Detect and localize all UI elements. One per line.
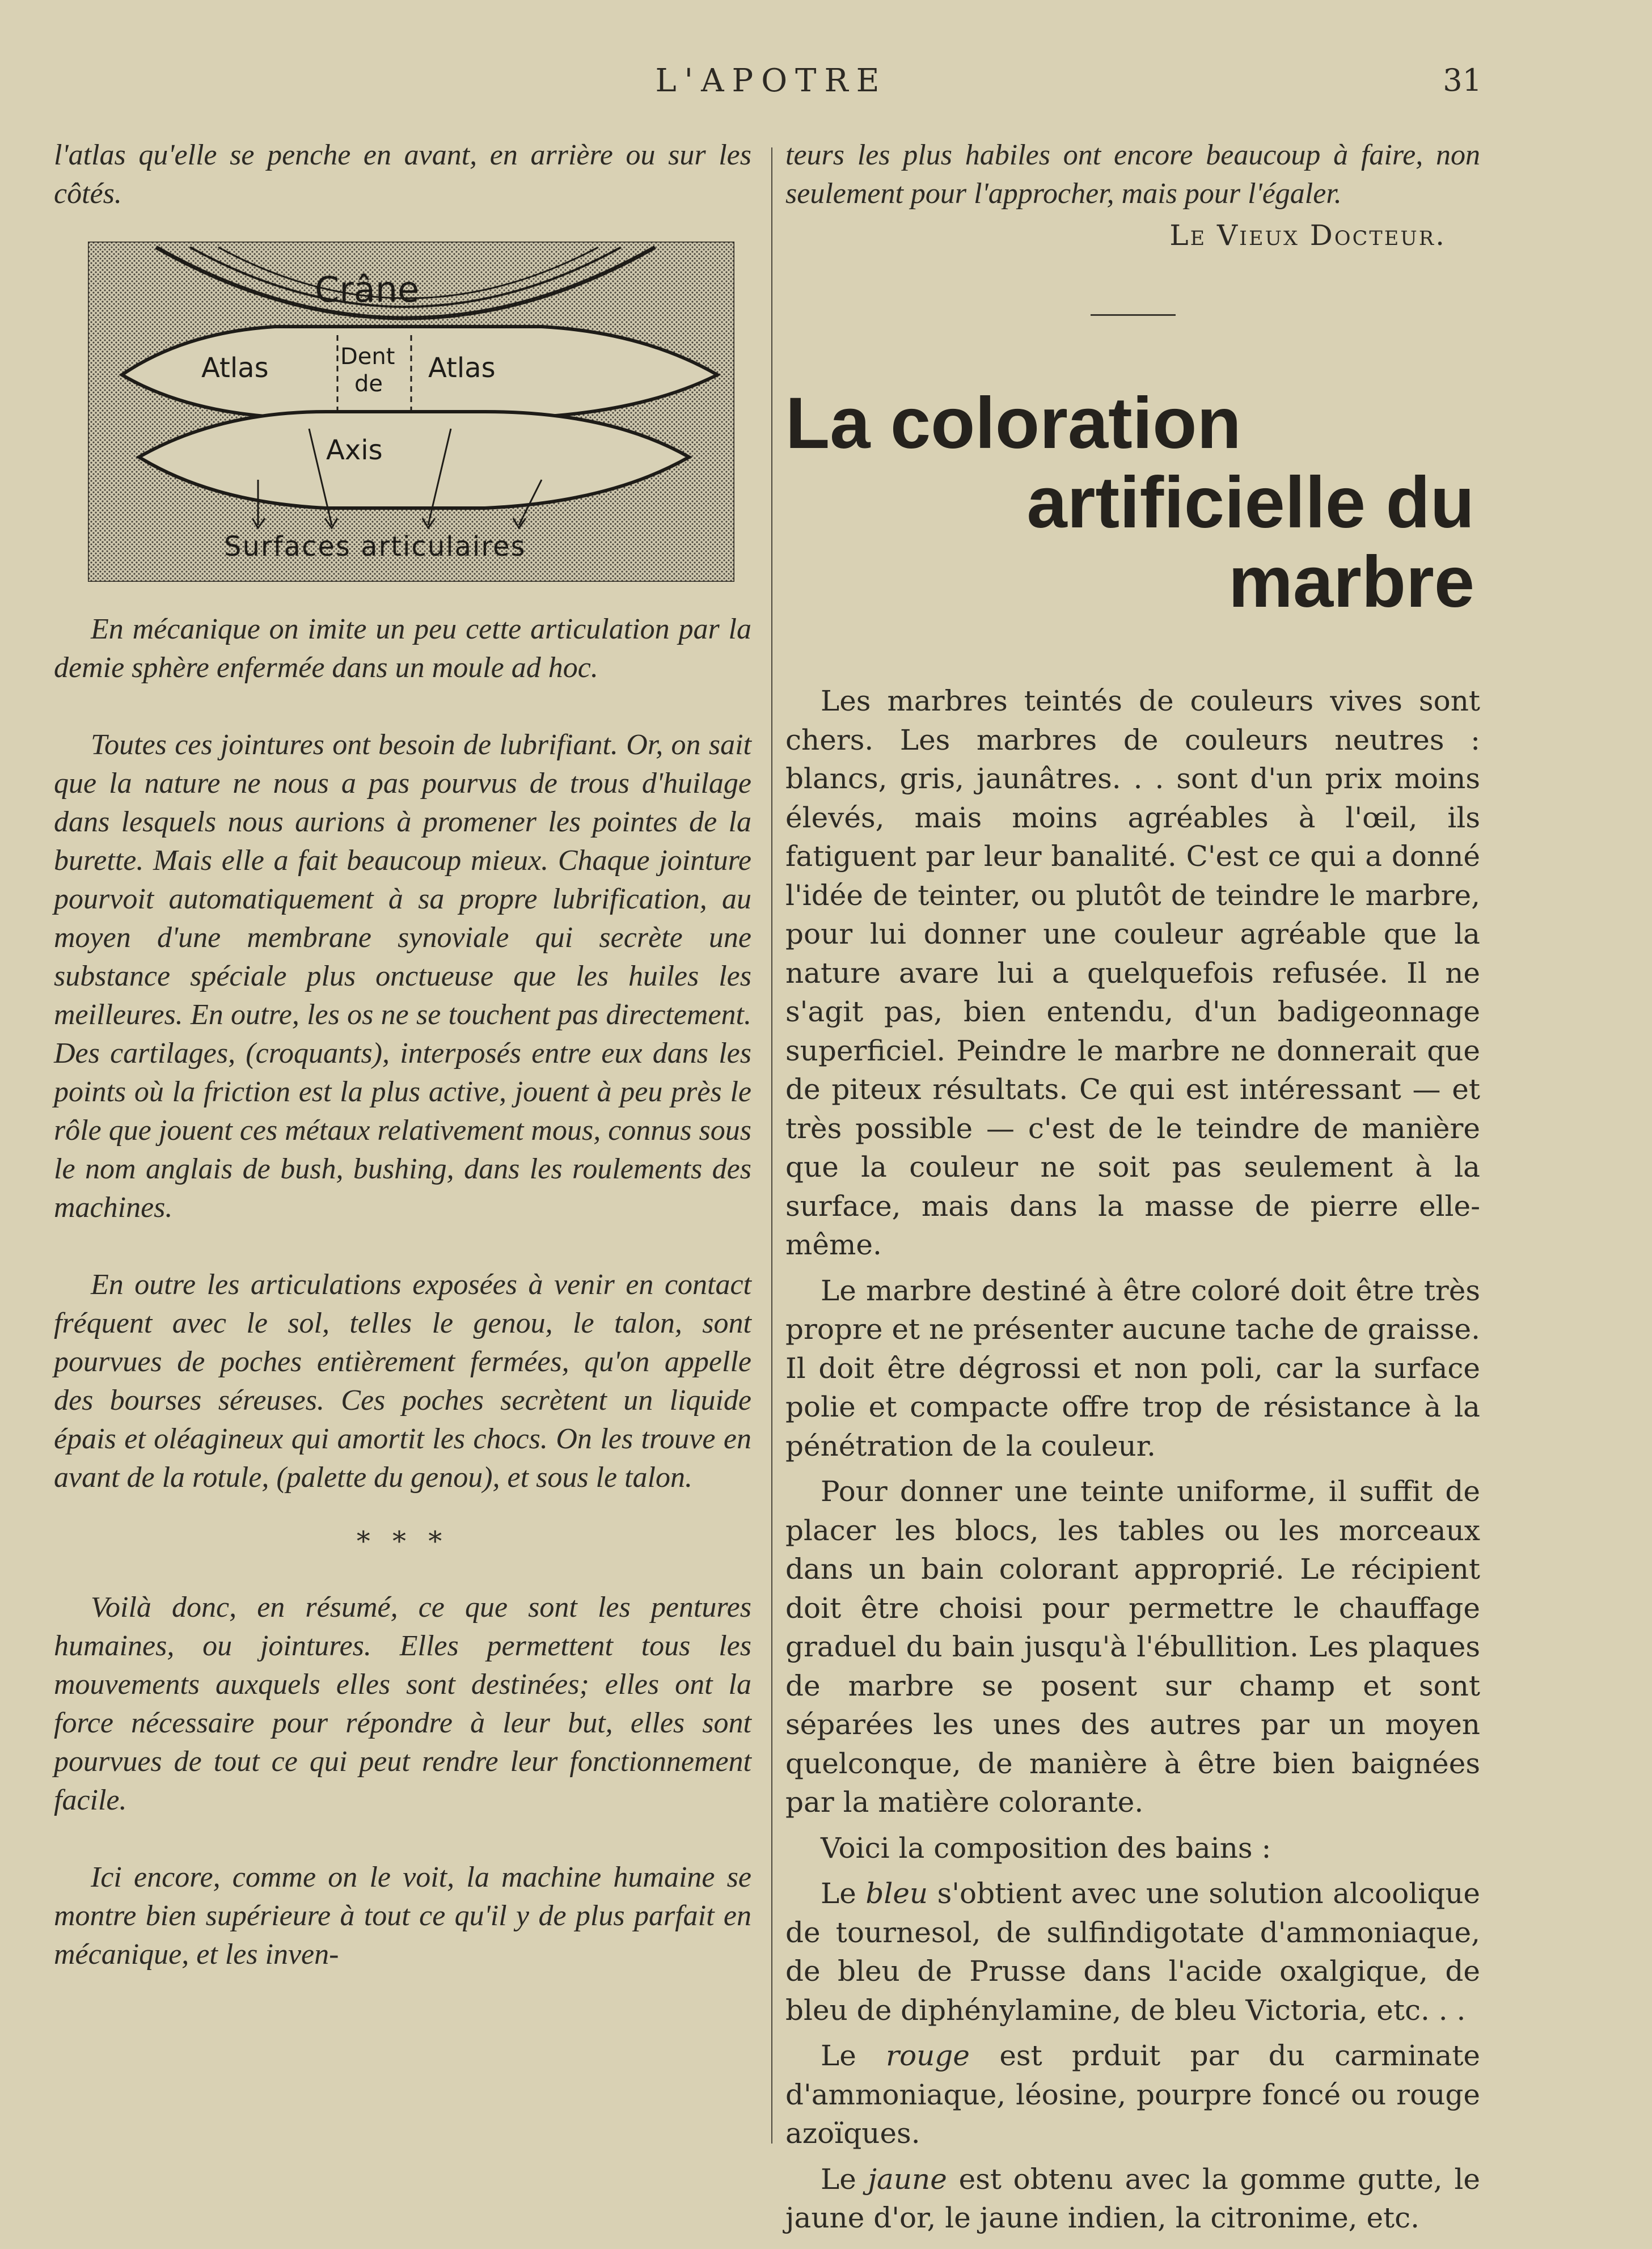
article-paragraph-yellow	[785, 2160, 1480, 2238]
blue-term: bleu	[865, 1877, 928, 1910]
paragraph-conclusion: Ici encore, comme on le voit, la machine humaine se montre bien supérieure à tout ce qu'il y de plus parfait en mécanique, et les inven-	[54, 1861, 751, 1971]
article-paragraph-bath: Pour donner une teinte uniforme, il suffit de placer les blocs, les tables ou les morceaux dans un bain colorant approprié. Le récipient doit être choisi pour permettre le chauffage graduel du bain jusqu'à l'ébullition. Les plaques de marbre se posent sur champ et sont séparées les unes des autres par un moyen quelconque, de manière à être bien baignées par la matière colorante.	[785, 1475, 1480, 1819]
article-paragraph-preparation: Le marbre destiné à être coloré doit être très propre et ne présenter aucune tache de graisse. Il doit être dégrossi et non poli, car la surface polie et compacte offre trop de résistance à la pénétration de la couleur.	[785, 1274, 1480, 1462]
red-prefix: Le	[821, 2039, 886, 2072]
paragraph-continuation: teurs les plus habiles ont encore beaucoup à faire, non seulement pour l'approcher, mais pour l'égaler.	[785, 139, 1480, 210]
left-column	[54, 136, 751, 1974]
column-divider	[771, 147, 772, 2144]
article-title-line2: artificielle du marbre	[1026, 462, 1474, 623]
label-crane: Crâne	[315, 269, 420, 310]
article-paragraph-red	[785, 2036, 1480, 2153]
paragraph-lubrication: Toutes ces jointures ont besoin de lubrifiant. Or, on sait que la nature ne nous a pas pourvus de trous d'huilage dans lesquels nous aurions à promener les pointes de la burette. Mais elle a fait beaucoup mieux. Chaque jointure pourvoit automatiquement à sa propre lubrification, au moyen d'une membrane synoviale qui secrète une substance spéciale plus onctueuse que les huiles les meilleures. En outre, les os ne se touchent pas directement. Des cartilages, (croquants), interposés entre eux dans les points où la friction est la plus active, jouent à peu près le rôle que jouent ces métaux relativement mous, connus sous le nom anglais de bush, bushing, dans les roulements des machines.	[54, 729, 751, 1224]
paragraph-mechanics: En mécanique on imite un peu cette articulation par la demie sphère enfermée dans un moule ad hoc.	[54, 613, 751, 684]
red-term: rouge	[886, 2039, 970, 2072]
paragraph-summary: Voilà donc, en résumé, ce que sont les pentures humaines, ou jointures. Elles permettent tous les mouvements auxquels elles sont destinées; elles ont la force nécessaire pour répondre à leur but, elles sont pourvues de tout ce qui peut rendre leur fonctionnement facile.	[54, 1591, 751, 1816]
yellow-text: est obtenu avec la gomme gutte, le jaune d'or, le jaune indien, la citronime, etc.	[785, 2162, 1481, 2234]
label-atlas-right: Atlas	[428, 352, 496, 384]
article-title	[785, 384, 1480, 622]
article-paragraph-intro: Les marbres teintés de couleurs vives sont chers. Les marbres de couleurs neutres : blancs, gris, jaunâtres. . . sont d'un prix moins élevés, mais moins agréables à l'œil, ils fatiguent par leur banalité. C'est ce qui a donné l'idée de teinter, ou plutôt de teindre le marbre, pour lui donner une couleur agréable que la nature avare lui a quelquefois refusée. Il ne s'agit pas, bien entendu, d'un badigeonnage superficiel. Peindre le marbre ne donnerait que de piteux résultats. Ce qui est intéressant — et très possible — c'est de le teindre de manière que la couleur ne soit pas seulement à la surface, mais dans la masse de pierre elle-même.	[785, 684, 1480, 1261]
blue-text: s'obtient avec une solution alcoolique de tournesol, de sulfindigotate d'ammoniaque, de bleu de Prusse dans l'acide oxalgique, de bleu de diphénylamine, de bleu Victoria, etc. . .	[785, 1877, 1481, 2027]
separator-rule	[1091, 314, 1176, 316]
article-title-line1: La coloration	[785, 383, 1241, 464]
paragraph-bursae: En outre les articulations exposées à venir en contact fréquent avec le sol, telles le genou, le talon, sont pourvues de poches entièrement fermées, qu'on appelle des bourses séreuses. Ces poches secrètent un liquide épais et oléagineux qui amortit les chocs. On les trouve en avant de la rotule, (palette du genou), et sous le talon.	[54, 1269, 751, 1494]
label-atlas-left: Atlas	[201, 352, 269, 384]
running-title: L'APOTRE	[655, 62, 888, 99]
article-body	[785, 682, 1480, 2238]
joint-diagram	[88, 242, 734, 582]
label-axis: Axis	[326, 434, 383, 466]
page-header	[0, 57, 1652, 108]
page-number: 31	[1443, 62, 1482, 98]
paragraph-intro: l'atlas qu'elle se penche en avant, en arrière ou sur les côtés.	[54, 139, 751, 210]
label-de: de	[354, 371, 383, 397]
blue-prefix: Le	[821, 1877, 866, 1910]
author-signature: Le Vieux Docteur.	[1169, 219, 1446, 252]
article-paragraph-blue	[785, 1874, 1480, 2030]
article-paragraph-composition: Voici la composition des bains :	[821, 1831, 1271, 1865]
yellow-term: jaune	[868, 2162, 947, 2196]
section-separator: * * *	[356, 1525, 449, 1557]
yellow-prefix: Le	[821, 2162, 868, 2196]
label-dent: Dent	[340, 344, 395, 370]
label-articular-surfaces: Surfaces articulaires	[224, 531, 526, 563]
right-column	[785, 136, 1480, 2238]
red-text: est prduit par du carminate d'ammoniaque, léosine, pourpre foncé ou rouge azoïques.	[785, 2039, 1481, 2150]
